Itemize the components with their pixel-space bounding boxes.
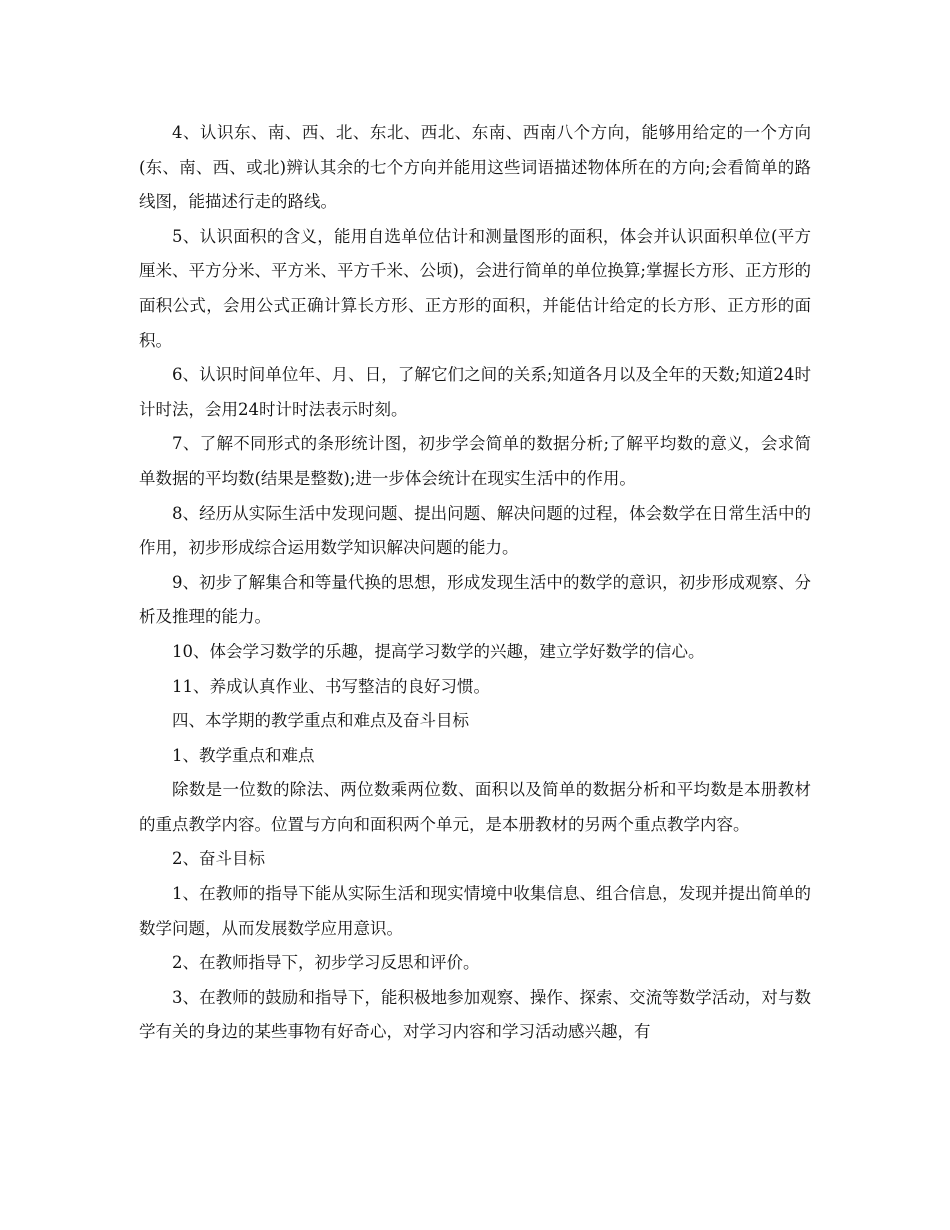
paragraph-goal-5-area: 5、认识面积的含义，能用自选单位估计和测量图形的面积，体会并认识面积单位(平方厘米、平方分米、平方米、平方千米、公顷)，会进行简单的单位换算;掌握长方形、正方形的面积公式，会用公式正确计算长方形、正方形的面积，并能估计给定的长方形、正方形的面积。 [139,226,811,350]
document-body [139,116,811,1050]
section-heading-key-points: 四、本学期的教学重点和难点及奋斗目标 [172,711,469,731]
paragraph-target-1: 1、在教师的指导下能从实际生活和现实情境中收集信息、组合信息，发现并提出简单的数学问题，从而发展数学应用意识。 [139,884,811,938]
paragraph-key-content: 除数是一位数的除法、两位数乘两位数、面积以及简单的数据分析和平均数是本册教材的重点教学内容。位置与方向和面积两个单元，是本册教材的另两个重点教学内容。 [139,780,811,834]
paragraph-goal-8-problem-solving: 8、经历从实际生活中发现问题、提出问题、解决问题的过程，体会数学在日常生活中的作用，初步形成综合运用数学知识解决问题的能力。 [139,503,811,558]
paragraph-goal-10-interest: 10、体会学习数学的乐趣，提高学习数学的兴趣，建立学好数学的信心。 [172,641,705,661]
subheading-goals: 2、奋斗目标 [172,849,265,869]
paragraph-target-3: 3、在教师的鼓励和指导下，能积极地参加观察、操作、探索、交流等数学活动，对与数学有关的身边的某些事物有好奇心，对学习内容和学习活动感兴趣，有 [139,987,811,1042]
paragraph-goal-4-directions: 4、认识东、南、西、北、东北、西北、东南、西南八个方向，能够用给定的一个方向(东、南、西、或北)辨认其余的七个方向并能用这些词语描述物体所在的方向;会看简单的路线图，能描述行走的路线。 [139,123,811,212]
paragraph-goal-9-reasoning: 9、初步了解集合和等量代换的思想，形成发现生活中的数学的意识，初步形成观察、分析及推理的能力。 [139,572,811,627]
subheading-key-difficulties: 1、教学重点和难点 [172,745,315,765]
paragraph-goal-7-statistics: 7、了解不同形式的条形统计图，初步学会简单的数据分析;了解平均数的意义，会求简单数据的平均数(结果是整数);进一步体会统计在现实生活中的作用。 [139,434,811,488]
paragraph-target-2: 2、在教师指导下，初步学习反思和评价。 [172,953,480,973]
paragraph-goal-6-time: 6、认识时间单位年、月、日，了解它们之间的关系;知道各月以及全年的天数;知道24时计时法，会用24时计时法表示时刻。 [139,365,811,419]
paragraph-goal-11-habits: 11、养成认真作业、书写整洁的良好习惯。 [172,676,490,696]
